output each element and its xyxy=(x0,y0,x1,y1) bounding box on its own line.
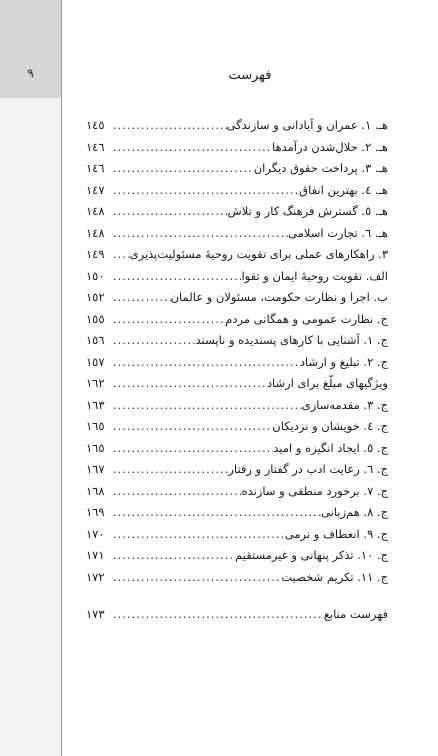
dot-leader xyxy=(110,118,227,132)
toc-entry-page: ١٦٥ xyxy=(86,419,105,433)
dot-leader xyxy=(110,183,299,197)
toc-entry-label: ج. ١١. تکریم شخصیت xyxy=(281,569,388,584)
toc-entry[interactable] xyxy=(86,183,388,205)
toc-entry-label: هـ. ١. عمران و آبادانی و سازندگی xyxy=(226,118,388,132)
toc-entry-label: ویژگیهای مبلّغ برای ارشاد xyxy=(266,376,388,390)
dot-leader xyxy=(110,462,228,476)
dot-leader xyxy=(110,527,285,541)
toc-entry-page: ١٤٨ xyxy=(86,204,105,218)
toc-entry-label: ج. ٩. انعطاف و نرمی xyxy=(284,526,388,541)
toc-entry[interactable] xyxy=(86,312,388,334)
toc-entry-page: ١٧٠ xyxy=(86,526,105,541)
toc-entry-page: ١٦٨ xyxy=(86,483,105,498)
dot-leader xyxy=(110,570,281,584)
page-margin xyxy=(0,0,61,756)
toc-entry-page: ١٧١ xyxy=(86,548,105,562)
dot-leader xyxy=(110,333,196,347)
toc-entry-label: ج. ١. آشنایی با کارهای پسندیده و ناپسند xyxy=(195,333,388,347)
toc-entry[interactable] xyxy=(86,505,388,527)
toc-entry[interactable] xyxy=(86,118,388,140)
toc-entry-page: ١٦٩ xyxy=(86,505,105,519)
dot-leader xyxy=(110,484,242,498)
toc-entry[interactable] xyxy=(86,441,388,463)
dot-leader xyxy=(110,548,235,562)
toc-entry[interactable] xyxy=(86,247,388,269)
toc-entry-page: ١٥٢ xyxy=(86,290,105,304)
toc-entry-page: ١٦٣ xyxy=(86,397,105,412)
dot-leader xyxy=(110,312,225,326)
toc-entry-page: ١٥٠ xyxy=(86,268,105,283)
toc-entry-page: ١٦٢ xyxy=(86,376,105,390)
toc-entry[interactable] xyxy=(86,204,388,226)
toc-entry[interactable] xyxy=(86,333,388,355)
toc-entry-label: ج. نظارت عمومی و همگانی مردم xyxy=(225,311,388,326)
dot-leader xyxy=(110,398,302,412)
toc-entry-label: هـ. ٤. بهترین انفاق xyxy=(299,182,388,197)
toc-entry-label: ج. ٢. تبلیغ و ارشاد xyxy=(299,354,388,369)
dot-leader xyxy=(110,355,300,369)
toc-entry-label: هـ. ٣. پرداخت حقوق دیگران xyxy=(253,161,388,175)
dot-leader xyxy=(110,247,130,261)
dot-leader xyxy=(110,140,272,154)
dot-leader xyxy=(110,607,324,621)
toc-entry-label: ج. ٣. مقدمه‌سازی xyxy=(301,397,388,412)
dot-leader xyxy=(110,376,267,390)
dot-leader xyxy=(110,505,321,519)
page-number-tab xyxy=(0,0,61,98)
toc-entry-label: ٣. راهکارهای عملی برای تقویت روحیهٔ مسئولیت‌پذیری xyxy=(129,247,388,261)
toc-entry[interactable] xyxy=(86,290,388,312)
toc-entry-label: هـ. ٥. گسترش فرهنگ کار و تلاش xyxy=(227,204,388,218)
toc-entry[interactable] xyxy=(86,527,388,549)
toc-entry-page: ١٥٦ xyxy=(86,333,105,347)
toc-entry[interactable] xyxy=(86,398,388,420)
page-number: ٩ xyxy=(27,66,34,80)
toc-entry[interactable] xyxy=(86,484,388,506)
toc-entry[interactable] xyxy=(86,161,388,183)
dot-leader xyxy=(110,269,241,283)
dot-leader xyxy=(110,161,254,175)
toc-entry-page: ١٥٥ xyxy=(86,311,105,326)
toc-entry-page: ١٤٦ xyxy=(86,161,105,175)
toc-entry[interactable] xyxy=(86,269,388,291)
toc-entry-label: ج. ٧. برخورد منطقی و سازنده xyxy=(241,483,388,498)
toc-entry-label: ج. ٥. ایجاد انگیزه و امید xyxy=(273,440,388,455)
toc-entry-label: الف. تقویت روحیهٔ ایمان و تقوا xyxy=(241,268,388,283)
dot-leader xyxy=(110,441,273,455)
toc-entry-page: ١٧٣ xyxy=(86,607,105,621)
dot-leader xyxy=(110,226,288,240)
toc-entry-page: ١٧٢ xyxy=(86,569,105,584)
toc-entry-page: ١٤٩ xyxy=(86,247,105,261)
toc-entry-page: ١٤٥ xyxy=(86,118,105,132)
toc-entry-label: هـ. ٦. تجارت اسلامی xyxy=(288,225,388,240)
toc-entry-label: ج. ١٠. تذکر پنهانی و غیرمستقیم xyxy=(235,548,388,562)
toc-entry-page: ١٤٦ xyxy=(86,139,105,154)
toc-entry[interactable] xyxy=(86,419,388,441)
toc-entry[interactable] xyxy=(86,226,388,248)
toc-entry-page: ١٦٧ xyxy=(86,462,105,476)
toc-entry[interactable] xyxy=(86,140,388,162)
page-title: فهرست xyxy=(228,68,272,83)
toc-entry-label: ج. ٨. هم‌زبانی xyxy=(321,505,388,519)
dot-leader xyxy=(110,204,228,218)
toc-entry-label: فهرست منابع xyxy=(323,607,388,621)
toc-entry-page: ١٤٨ xyxy=(86,225,105,240)
toc-entry[interactable] xyxy=(86,355,388,377)
margin-divider xyxy=(61,0,62,756)
table-of-contents xyxy=(86,118,388,629)
toc-entry-page: ١٥٧ xyxy=(86,354,105,369)
toc-entry[interactable] xyxy=(86,376,388,398)
dot-leader xyxy=(110,419,272,433)
toc-entry-page: ١٦٥ xyxy=(86,440,105,455)
dot-leader xyxy=(110,290,171,304)
toc-entry-label: ج. ٦. رعایت ادب در گفتار و رفتار xyxy=(228,462,388,476)
toc-entry-label: هـ. ٢. حلال‌شدن درآمدها xyxy=(272,139,388,154)
toc-entry-label: ب. اجرا و نظارت حکومت، مسئولان و عالمان xyxy=(170,290,388,304)
toc-entry-page: ١٤٧ xyxy=(86,182,105,197)
toc-entry-label: ج. ٤. خویشان و نزدیکان xyxy=(272,419,388,433)
toc-entry[interactable] xyxy=(86,462,388,484)
toc-entry-bibliography[interactable] xyxy=(86,607,388,629)
toc-entry[interactable] xyxy=(86,570,388,592)
toc-entry[interactable] xyxy=(86,548,388,570)
